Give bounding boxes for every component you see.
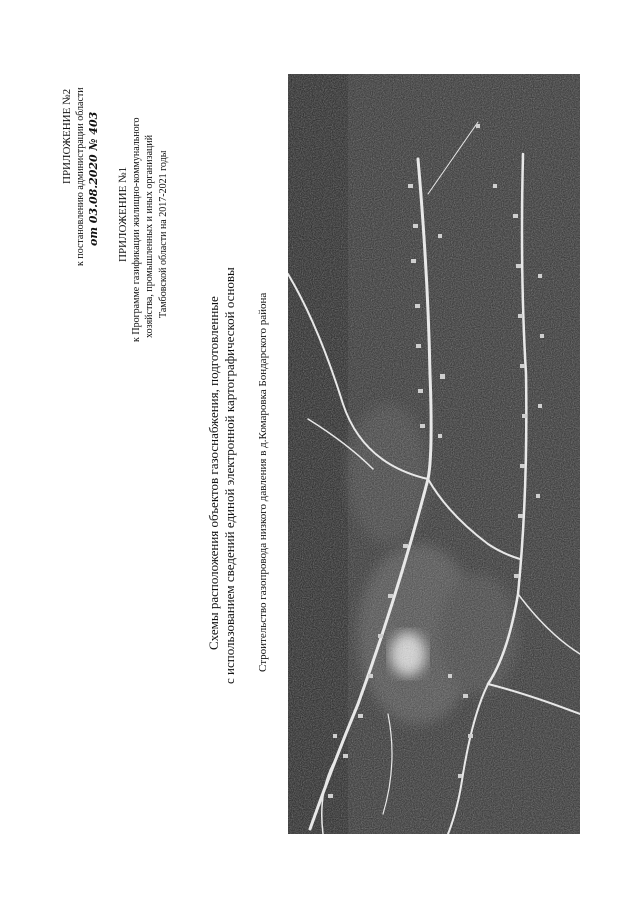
appendix1-title: ПРИЛОЖЕНИЕ №1 (117, 166, 129, 262)
appendix2-title: ПРИЛОЖЕНИЕ №2 (61, 88, 73, 184)
appendix1-line2: хозяйства, промышленных и иных организаций (144, 134, 155, 338)
subtitle: Строительство газопровода низкого давления в д.Комаровка Бондарского района (257, 292, 269, 672)
appendix1-line1: к Программе газификации жилищно-коммунального (131, 117, 142, 342)
heading-line2: с использованием сведений единой электронной картографической основы (222, 267, 237, 684)
map-drawing (288, 74, 580, 834)
appendix2-date-number: от 03.08.2020 № 403 (87, 111, 100, 246)
appendix2-line1: к постановлению администрации области (75, 87, 86, 266)
appendix1-line3: Тамбовской области на 2017-2021 годы (158, 150, 169, 318)
heading-line1: Схемы расположения объектов газоснабжения, подготовленные (206, 296, 221, 650)
satellite-map (288, 74, 580, 834)
